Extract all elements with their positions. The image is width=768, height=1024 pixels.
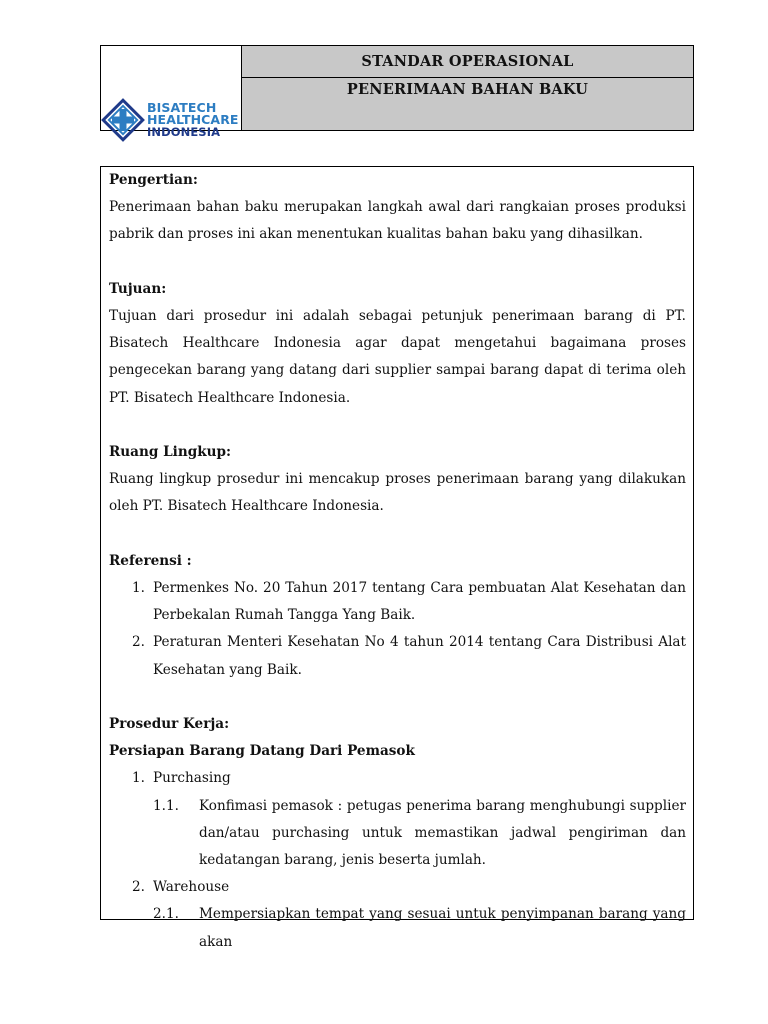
list-text: Warehouse: [153, 879, 230, 896]
company-logo: [101, 98, 239, 142]
list-number: 1.: [132, 580, 145, 596]
logo-wordmark: [147, 102, 239, 138]
logo-line-1: BISATECH: [147, 100, 217, 115]
list-subitem: [109, 793, 686, 875]
heading-prosedur: Prosedur Kerja:: [109, 716, 230, 732]
logo-line-3: INDONESIA: [147, 125, 221, 139]
subheading-persiapan: Persiapan Barang Datang Dari Pemasok: [109, 743, 415, 760]
title-line-2: PENERIMAAN BAHAN BAKU: [242, 78, 693, 130]
logo-cell: [101, 46, 242, 139]
list-subitem: [109, 901, 686, 955]
heading-ruang-lingkup: Ruang Lingkup:: [109, 444, 232, 460]
title-cell: [242, 46, 693, 130]
cross-diamond-logo-icon: [101, 98, 145, 142]
list-number: 2.1.: [153, 906, 179, 923]
document-body: [100, 166, 694, 950]
title-line-1: STANDAR OPERASIONAL: [242, 46, 693, 78]
body-pengertian: Penerimaan bahan baku merupakan langkah awal dari rangkaian proses produksi pabrik dan proses ini akan menentukan kualitas bahan baku yang dihasilkan.: [109, 199, 686, 243]
logo-line-2: HEALTHCARE: [147, 112, 239, 127]
heading-tujuan: Tujuan:: [109, 280, 167, 297]
list-item: [109, 765, 686, 792]
heading-referensi: Referensi :: [109, 552, 192, 569]
list-text: Konfimasi pemasok : petugas penerima barang menghubungi supplier dan/atau purchasing untuk memastikan jadwal pengiriman dan kedatangan barang, jenis beserta jumlah.: [199, 797, 686, 869]
list-text: Peraturan Menteri Kesehatan No 4 tahun 2014 tentang Cara Distribusi Alat Kesehatan yang Baik.: [153, 634, 686, 678]
list-text: Purchasing: [153, 770, 231, 787]
list-item: [109, 629, 686, 683]
list-number: 2.: [132, 879, 145, 896]
body-ruang-lingkup: Ruang lingkup prosedur ini mencakup proses penerimaan barang yang dilakukan oleh PT. Bisatech Healthcare Indonesia.: [109, 471, 686, 515]
list-number: 1.: [132, 770, 145, 787]
body-tujuan: Tujuan dari prosedur ini adalah sebagai petunjuk penerimaan barang di PT. Bisatech Healthcare Indonesia agar dapat mengetahui bagaimana proses pengecekan barang yang datang dari supplier sampai barang dapat di terima oleh PT. Bisatech Healthcare Indonesia.: [109, 308, 686, 406]
heading-pengertian: Pengertian:: [109, 172, 198, 188]
list-number: 2.: [132, 634, 145, 651]
list-number: 1.1.: [153, 797, 179, 814]
document-header: [100, 45, 694, 139]
list-text: Mempersiapkan tempat yang sesuai untuk penyimpanan barang yang akan: [199, 906, 686, 950]
list-item: [109, 874, 686, 901]
list-item: [109, 575, 686, 629]
list-text: Permenkes No. 20 Tahun 2017 tentang Cara pembuatan Alat Kesehatan dan Perbekalan Rumah Tangga Yang Baik.: [153, 580, 686, 624]
